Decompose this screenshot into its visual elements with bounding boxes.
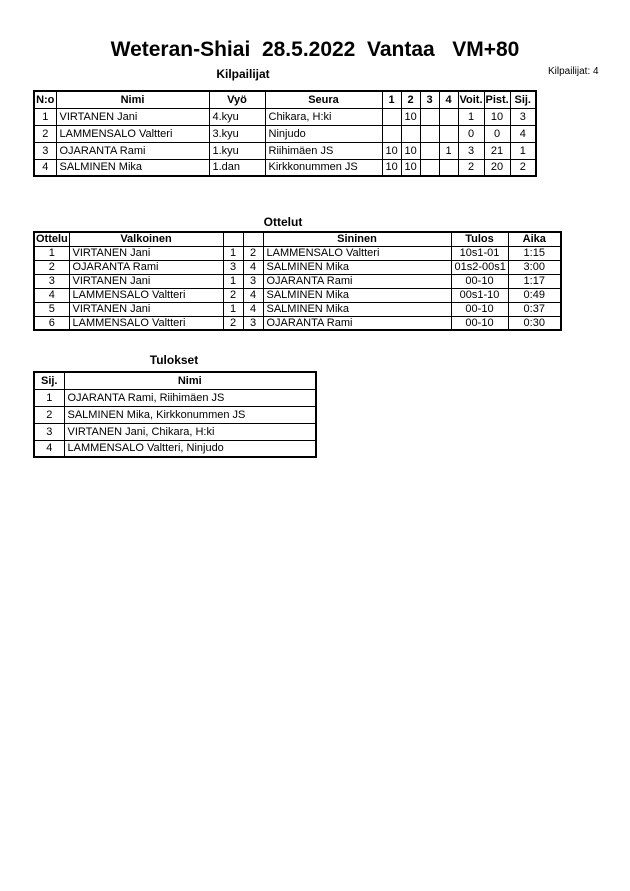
table-cell: Riihimäen JS <box>265 142 382 159</box>
table-cell: OJARANTA Rami <box>263 316 451 330</box>
table-cell: 10 <box>401 159 420 176</box>
results-table <box>33 371 317 458</box>
table-cell: OJARANTA Rami <box>69 260 223 274</box>
table-cell: 2 <box>223 316 243 330</box>
table-cell: 3:00 <box>508 260 561 274</box>
table-cell: 10 <box>382 142 401 159</box>
table-cell: 1 <box>34 389 64 406</box>
table-cell: 0:30 <box>508 316 561 330</box>
table-cell: 1 <box>510 142 536 159</box>
competitors-heading: Kilpailijat <box>216 67 270 81</box>
table-cell: 1.kyu <box>209 142 265 159</box>
column-header: Tulos <box>451 232 508 246</box>
column-header: Sij. <box>510 91 536 108</box>
page-title: Weteran-Shiai 28.5.2022 Vantaa VM+80 <box>110 38 520 61</box>
table-cell: SALMINEN Mika <box>263 302 451 316</box>
table-cell: 00-10 <box>451 274 508 288</box>
table-cell: LAMMENSALO Valtteri <box>56 125 209 142</box>
table-cell: SALMINEN Mika, Kirkkonummen JS <box>64 406 316 423</box>
table-cell: 3 <box>510 108 536 125</box>
table-cell: 3 <box>34 142 56 159</box>
table-cell: 01s2-00s1 <box>451 260 508 274</box>
table-cell: 4.kyu <box>209 108 265 125</box>
header-row <box>34 232 561 246</box>
column-header: Aika <box>508 232 561 246</box>
column-header: Nimi <box>56 91 209 108</box>
table-cell: LAMMENSALO Valtteri <box>69 316 223 330</box>
table-cell: 00-10 <box>451 316 508 330</box>
competitors-count: Kilpailijat: 4 <box>548 66 599 77</box>
table-cell: 0 <box>458 125 484 142</box>
column-header: 1 <box>382 91 401 108</box>
table-cell: LAMMENSALO Valtteri <box>69 288 223 302</box>
table-cell: 3 <box>458 142 484 159</box>
table-row <box>34 274 561 288</box>
table-cell: 4 <box>34 159 56 176</box>
column-header: 3 <box>420 91 439 108</box>
table-cell: 10 <box>382 159 401 176</box>
table-cell: OJARANTA Rami, Riihimäen JS <box>64 389 316 406</box>
table-cell: 4 <box>243 260 263 274</box>
table-cell: 0:49 <box>508 288 561 302</box>
table-cell: 21 <box>484 142 510 159</box>
table-cell: 2 <box>34 260 69 274</box>
table-row <box>34 260 561 274</box>
table-cell <box>420 125 439 142</box>
table-cell: 10 <box>484 108 510 125</box>
table-row <box>34 316 561 330</box>
column-header: 4 <box>439 91 458 108</box>
table-cell: 4 <box>34 440 64 457</box>
results-heading: Tulokset <box>149 353 199 367</box>
table-cell: 4 <box>510 125 536 142</box>
table-cell: VIRTANEN Jani, Chikara, H:ki <box>64 423 316 440</box>
table-cell <box>401 125 420 142</box>
table-cell: 4 <box>34 288 69 302</box>
table-cell: 3 <box>243 274 263 288</box>
header-row <box>34 372 316 389</box>
table-cell: SALMINEN Mika <box>263 260 451 274</box>
table-cell: 2 <box>458 159 484 176</box>
matches-table <box>33 231 562 331</box>
column-header: Nimi <box>64 372 316 389</box>
table-cell: LAMMENSALO Valtteri, Ninjudo <box>64 440 316 457</box>
column-header: Pist. <box>484 91 510 108</box>
table-row <box>34 159 536 176</box>
table-cell: VIRTANEN Jani <box>69 246 223 260</box>
table-cell: 1 <box>223 274 243 288</box>
table-cell: 1:15 <box>508 246 561 260</box>
table-cell: 1 <box>223 246 243 260</box>
table-row <box>34 389 316 406</box>
column-header: Voit. <box>458 91 484 108</box>
table-cell: 10s1-01 <box>451 246 508 260</box>
table-cell: 1 <box>458 108 484 125</box>
table-cell: SALMINEN Mika <box>56 159 209 176</box>
table-row <box>34 406 316 423</box>
table-cell: 2 <box>510 159 536 176</box>
table-row <box>34 142 536 159</box>
table-row <box>34 246 561 260</box>
table-cell: 2 <box>34 125 56 142</box>
table-cell: 1 <box>439 142 458 159</box>
table-cell: 00-10 <box>451 302 508 316</box>
table-row <box>34 288 561 302</box>
column-header: Seura <box>265 91 382 108</box>
table-row <box>34 440 316 457</box>
column-header: Sij. <box>34 372 64 389</box>
table-cell: 0:37 <box>508 302 561 316</box>
table-cell: 1.dan <box>209 159 265 176</box>
table-cell: VIRTANEN Jani <box>56 108 209 125</box>
table-cell: 3.kyu <box>209 125 265 142</box>
table-cell: LAMMENSALO Valtteri <box>263 246 451 260</box>
table-cell: SALMINEN Mika <box>263 288 451 302</box>
table-cell <box>439 125 458 142</box>
table-row <box>34 302 561 316</box>
table-cell: 2 <box>243 246 263 260</box>
column-header <box>243 232 263 246</box>
table-cell: 2 <box>34 406 64 423</box>
table-cell: VIRTANEN Jani <box>69 274 223 288</box>
table-cell: Ninjudo <box>265 125 382 142</box>
column-header: 2 <box>401 91 420 108</box>
table-cell: 1 <box>223 302 243 316</box>
table-cell: 3 <box>34 423 64 440</box>
matches-heading: Ottelut <box>263 215 303 229</box>
table-cell: 3 <box>243 316 263 330</box>
table-cell: OJARANTA Rami <box>56 142 209 159</box>
table-cell: 00s1-10 <box>451 288 508 302</box>
table-cell: 2 <box>223 288 243 302</box>
table-cell <box>420 142 439 159</box>
table-cell: 3 <box>223 260 243 274</box>
header-row <box>34 91 536 108</box>
table-cell: 20 <box>484 159 510 176</box>
table-cell <box>439 159 458 176</box>
table-cell: 0 <box>484 125 510 142</box>
column-header: Vyö <box>209 91 265 108</box>
table-cell: 1 <box>34 246 69 260</box>
column-header: Valkoinen <box>69 232 223 246</box>
table-cell <box>420 108 439 125</box>
table-cell: VIRTANEN Jani <box>69 302 223 316</box>
table-cell: 1:17 <box>508 274 561 288</box>
column-header: N:o <box>34 91 56 108</box>
table-row <box>34 108 536 125</box>
table-cell <box>382 125 401 142</box>
table-cell: 1 <box>34 108 56 125</box>
column-header <box>223 232 243 246</box>
table-cell: 4 <box>243 302 263 316</box>
table-cell: 3 <box>34 274 69 288</box>
table-cell: 10 <box>401 142 420 159</box>
table-cell: 6 <box>34 316 69 330</box>
table-cell: Kirkkonummen JS <box>265 159 382 176</box>
table-cell: OJARANTA Rami <box>263 274 451 288</box>
table-cell <box>439 108 458 125</box>
table-cell: 4 <box>243 288 263 302</box>
table-row <box>34 423 316 440</box>
competitors-table <box>33 90 537 177</box>
column-header: Sininen <box>263 232 451 246</box>
table-cell <box>382 108 401 125</box>
table-row <box>34 125 536 142</box>
table-cell <box>420 159 439 176</box>
table-cell: 10 <box>401 108 420 125</box>
table-cell: 5 <box>34 302 69 316</box>
column-header: Ottelu <box>36 233 68 246</box>
table-cell: Chikara, H:ki <box>265 108 382 125</box>
